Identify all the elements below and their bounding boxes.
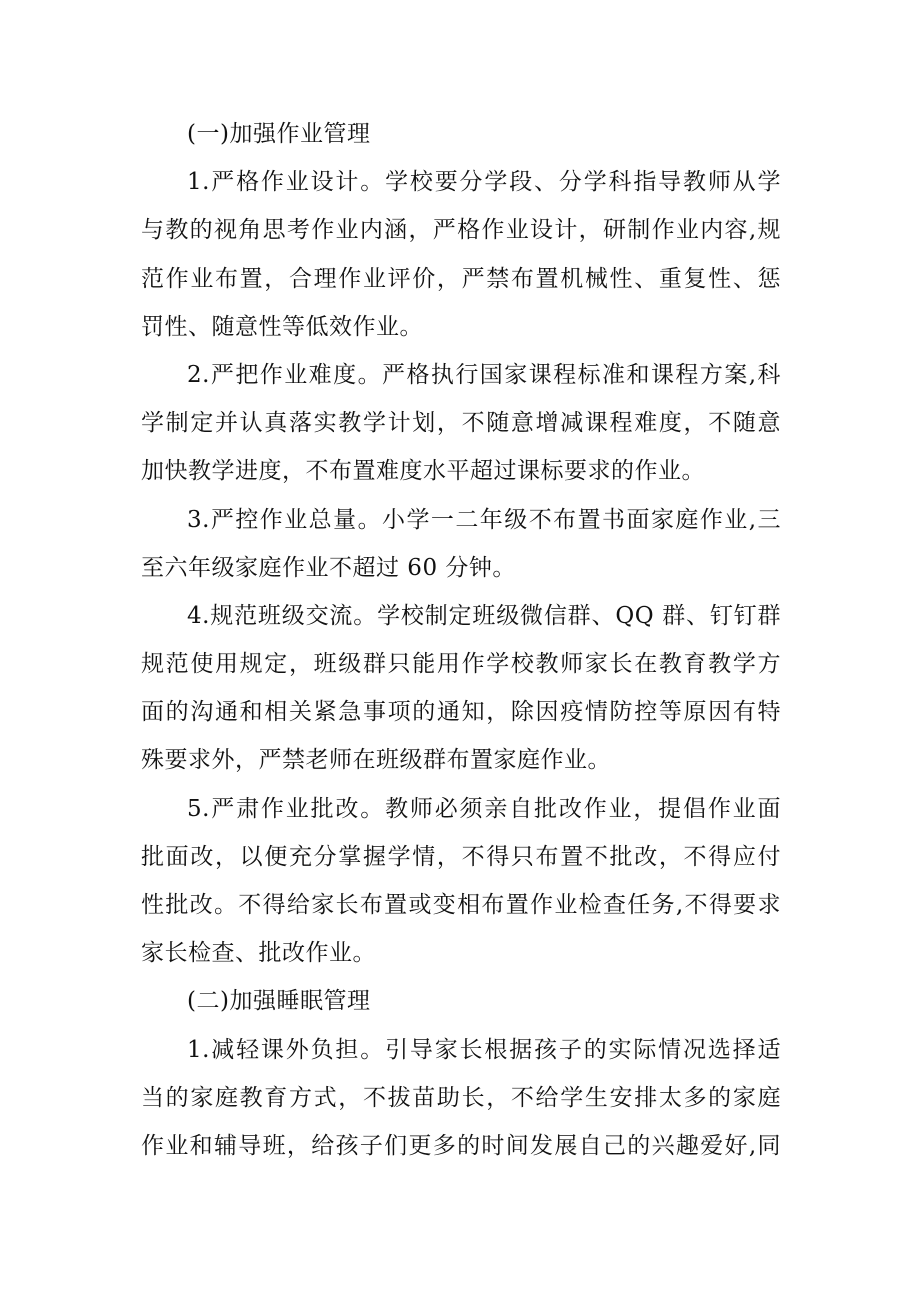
paragraph-line: 与教的视角思考作业内涵，严格作业设计，研制作业内容,规 xyxy=(141,217,781,244)
paragraph-line: 学制定并认真落实教学计划，不随意增减课程难度，不随意 xyxy=(141,410,781,437)
section-heading: (二)加强睡眠管理 xyxy=(187,988,371,1015)
paragraph-line: 1.严格作业设计。学校要分学段、分学科指导教师从学 xyxy=(187,169,781,196)
paragraph-line: 罚性、随意性等低效作业。 xyxy=(141,313,423,340)
paragraph-line: 家长检查、批改作业。 xyxy=(141,940,376,967)
paragraph-line: 当的家庭教育方式，不拔苗助长，不给学生安排太多的家庭 xyxy=(141,1084,781,1111)
section-heading: (一)加强作业管理 xyxy=(187,121,371,147)
paragraph-line: 范作业布置，合理作业评价，严禁布置机械性、重复性、惩 xyxy=(141,265,781,292)
paragraph-line: 1.减轻课外负担。引导家长根据孩子的实际情况选择适 xyxy=(187,1036,781,1063)
paragraph-line: 规范使用规定，班级群只能用作学校教师家长在教育教学方 xyxy=(141,651,781,678)
paragraph-line: 面的沟通和相关紧急事项的通知，除因疫情防控等原因有特 xyxy=(141,699,781,726)
paragraph-line: 2.严把作业难度。严格执行国家课程标准和课程方案,科 xyxy=(187,361,781,388)
paragraph-line: 加快教学进度，不布置难度水平超过课标要求的作业。 xyxy=(141,458,705,485)
paragraph-line: 批面改，以便充分掌握学情，不得只布置不批改，不得应付 xyxy=(141,843,781,870)
paragraph-line: 4.规范班级交流。学校制定班级微信群、QQ 群、钉钉群 xyxy=(187,602,781,629)
paragraph-line: 3.严控作业总量。小学一二年级不布置书面家庭作业,三 xyxy=(187,506,781,533)
paragraph-line: 至六年级家庭作业不超过 60 分钟。 xyxy=(141,554,516,581)
document-body xyxy=(141,110,781,1170)
paragraph-line: 性批改。不得给家长布置或变相布置作业检查任务,不得要求 xyxy=(141,892,781,918)
paragraph-line: 5.严肃作业批改。教师必须亲自批改作业，提倡作业面 xyxy=(187,795,781,822)
paragraph-line: 殊要求外，严禁老师在班级群布置家庭作业。 xyxy=(141,747,611,774)
paragraph-line: 作业和辅导班，给孩子们更多的时间发展自己的兴趣爱好,同 xyxy=(141,1132,781,1159)
